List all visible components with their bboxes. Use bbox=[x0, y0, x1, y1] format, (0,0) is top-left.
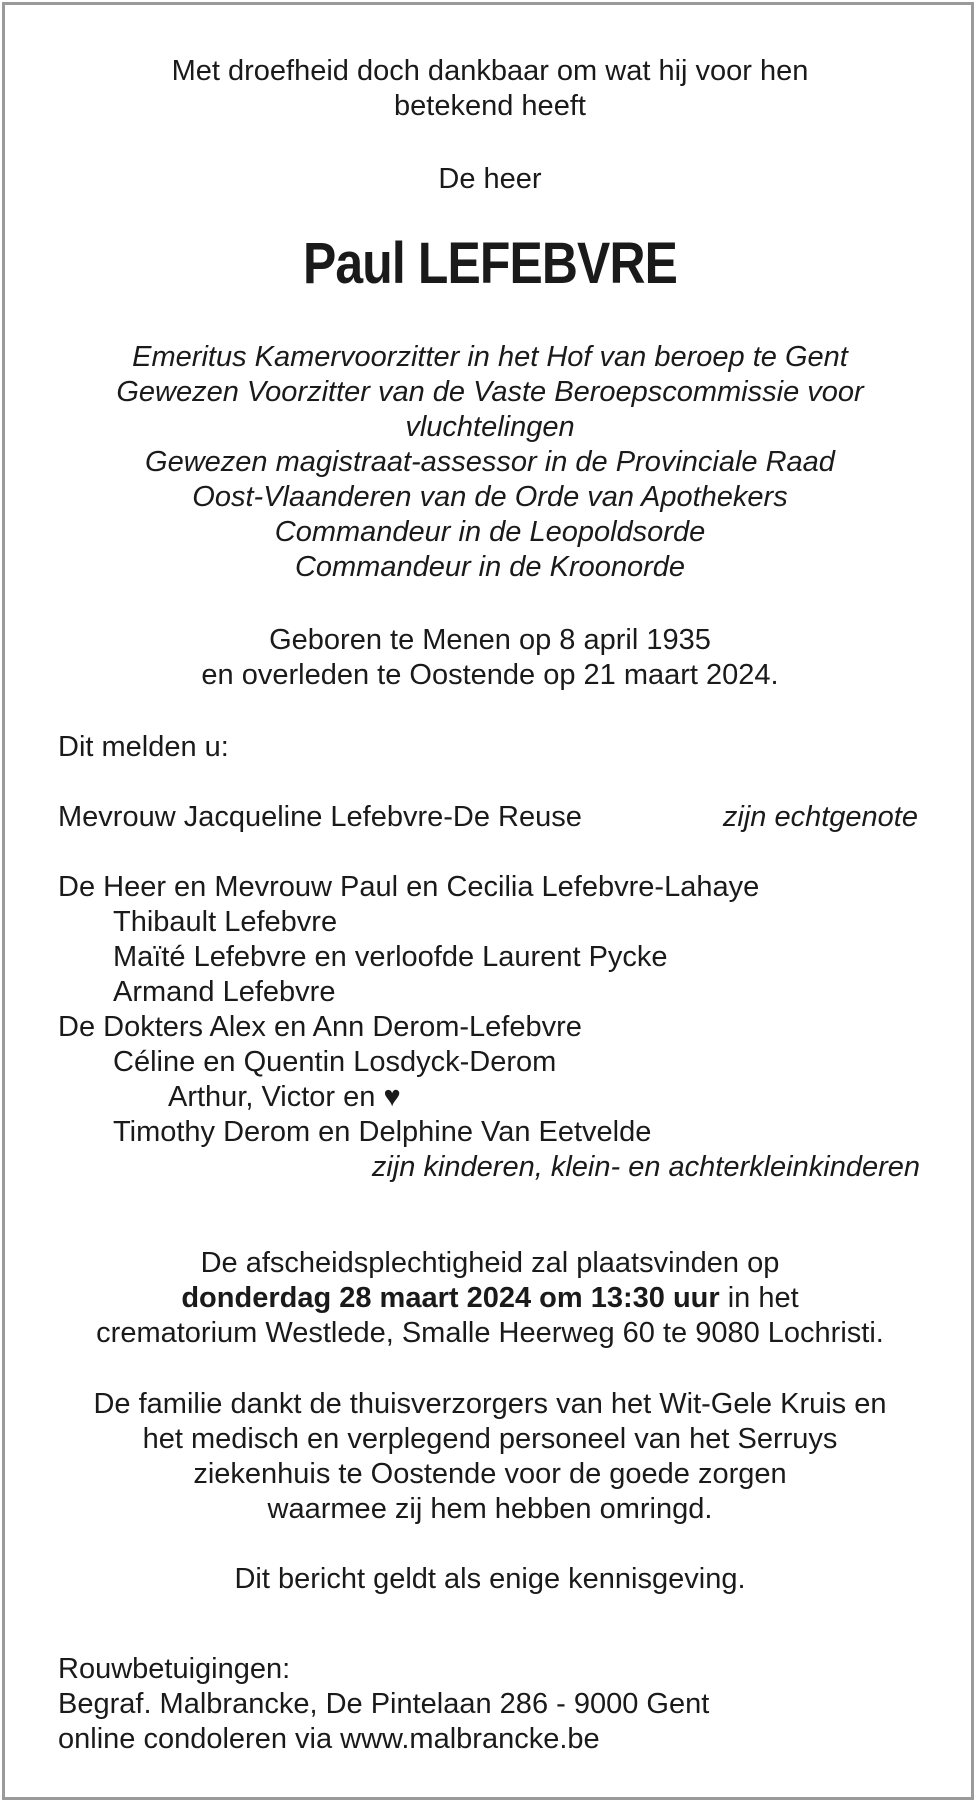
title-line-3: vluchtelingen bbox=[405, 411, 575, 443]
death-line: en overleden te Oostende op 21 maart 2024. bbox=[201, 659, 779, 691]
title-line-6: Commandeur in de Leopoldsorde bbox=[274, 516, 706, 548]
announce-text: Dit melden u: bbox=[58, 731, 229, 763]
thanks-line-1: De familie dankt de thuisverzorgers van het Wit-Gele Kruis en bbox=[93, 1388, 887, 1420]
title-line-1: Emeritus Kamervoorzitter in het Hof van beroep te Gent bbox=[132, 341, 848, 373]
spouse-row bbox=[58, 800, 922, 835]
ceremony-line-1: De afscheidsplechtigheid zal plaatsvinden op bbox=[200, 1247, 780, 1279]
thanks-line-3: ziekenhuis te Oostende voor de goede zorgen bbox=[193, 1458, 787, 1490]
title-line-5: Oost-Vlaanderen van de Orde van Apothekers bbox=[192, 481, 788, 513]
notice-text: Dit bericht geldt als enige kennisgeving. bbox=[234, 1563, 746, 1595]
ceremony-line-2 bbox=[58, 1281, 922, 1316]
deceased-name: Paul LEFEBVRE bbox=[302, 231, 678, 296]
title-line-7: Commandeur in de Kroonorde bbox=[294, 551, 686, 583]
spouse-name: Mevrouw Jacqueline Lefebvre-De Reuse bbox=[58, 801, 582, 833]
intro-line-1: Met droefheid doch dankbaar om wat hij voor hen bbox=[171, 55, 809, 87]
ceremony-line-3: crematorium Westlede, Smalle Heerweg 60 te 9080 Lochristi. bbox=[96, 1317, 884, 1349]
salutation: De heer bbox=[438, 163, 542, 195]
birth-line: Geboren te Menen op 8 april 1935 bbox=[269, 624, 711, 656]
condolences-address: Begraf. Malbrancke, De Pintelaan 286 - 9000 Gent bbox=[58, 1688, 710, 1720]
title-line-2: Gewezen Voorzitter van de Vaste Beroepscommissie voor bbox=[116, 376, 864, 408]
family-line-5: De Dokters Alex en Ann Derom-Lefebvre bbox=[58, 1011, 582, 1043]
condolences-online: online condoleren via www.malbrancke.be bbox=[58, 1723, 600, 1755]
thanks-line-4: waarmee zij hem hebben omringd. bbox=[267, 1493, 713, 1525]
title-line-4: Gewezen magistraat-assessor in de Provinciale Raad bbox=[145, 446, 835, 478]
thanks-line-2: het medisch en verplegend personeel van het Serruys bbox=[142, 1423, 838, 1455]
ceremony-line-2-rest: in het bbox=[719, 1282, 799, 1314]
family-relation: zijn kinderen, klein- en achterkleinkinderen bbox=[371, 1151, 920, 1183]
family-line-6: Céline en Quentin Losdyck-Derom bbox=[113, 1046, 557, 1078]
family-line-8: Timothy Derom en Delphine Van Eetvelde bbox=[113, 1116, 652, 1148]
family-line-4: Armand Lefebvre bbox=[113, 976, 336, 1008]
ceremony-date: donderdag 28 maart 2024 om 13:30 uur bbox=[181, 1282, 720, 1314]
spouse-relation: zijn echtgenote bbox=[722, 801, 918, 833]
family-line-3: Maïté Lefebvre en verloofde Laurent Pycke bbox=[113, 941, 668, 973]
family-line-2: Thibault Lefebvre bbox=[113, 906, 338, 938]
family-line-7: Arthur, Victor en ♥ bbox=[168, 1081, 401, 1113]
condolences-label: Rouwbetuigingen: bbox=[58, 1653, 291, 1685]
intro-line-2: betekend heeft bbox=[394, 90, 586, 122]
family-line-1: De Heer en Mevrouw Paul en Cecilia Lefebvre-Lahaye bbox=[58, 871, 760, 903]
